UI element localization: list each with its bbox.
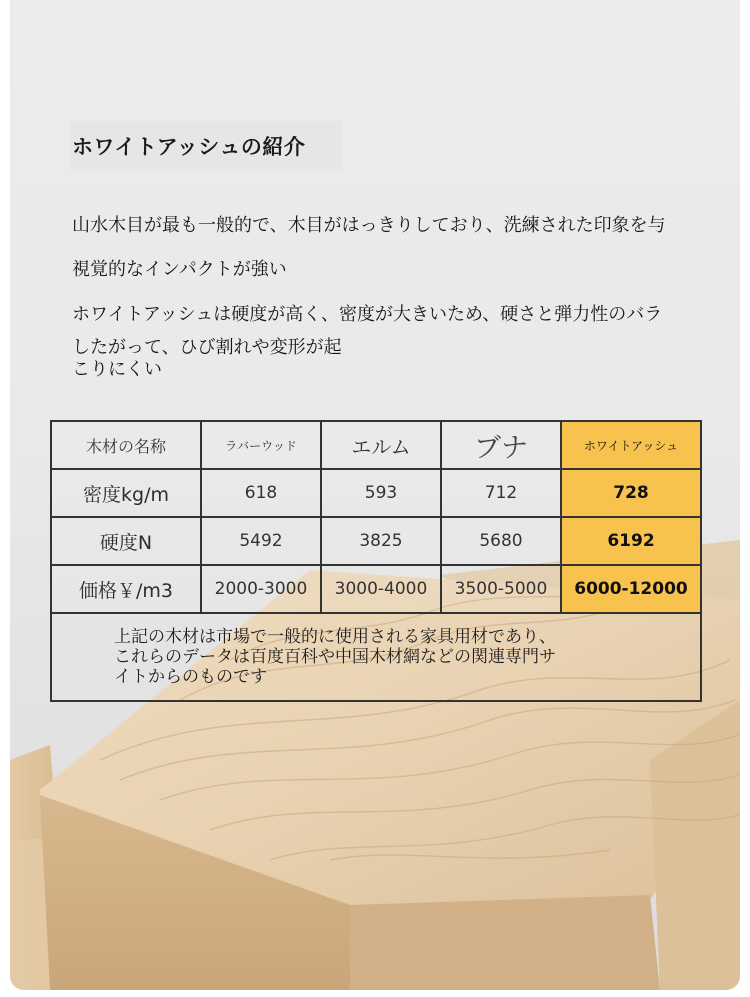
table-note-line2: これらのデータは百度百科や中国木材網などの関連専門サ [114, 647, 556, 667]
table-note-line1: 上記の木材は市場で一般的に使用される家具用材であり、 [114, 627, 556, 647]
header-white-ash: ホワイトアッシュ [561, 421, 701, 469]
page-card [10, 0, 740, 990]
table-note [51, 613, 701, 701]
header-elm: エルム [321, 421, 441, 469]
table-cell: 712 [441, 469, 561, 517]
table-row [51, 565, 701, 613]
table-note-row [51, 613, 701, 701]
header-beech: ブナ [441, 421, 561, 469]
table-note-line3: イトからのものです [114, 667, 267, 687]
wood-comparison-table [50, 420, 702, 702]
table-cell-highlight: 728 [561, 469, 701, 517]
table-cell: 593 [321, 469, 441, 517]
row-label-density: 密度kg/m [51, 469, 201, 517]
table-cell-highlight: 6000-12000 [561, 565, 701, 613]
table-cell: 2000-3000 [201, 565, 321, 613]
table-header-row [51, 421, 701, 469]
table-cell: 3000-4000 [321, 565, 441, 613]
row-label-hardness: 硬度N [51, 517, 201, 565]
table-cell: 5680 [441, 517, 561, 565]
table-cell: 3500-5000 [441, 565, 561, 613]
intro-paragraph-3: ホワイトアッシュは硬度が高く、密度が大きいため、硬さと弾力性のバラ [72, 304, 663, 325]
intro-paragraph-1: 山水木目が最も一般的で、木目がはっきりしており、洗練された印象を与 [72, 215, 666, 236]
table-row [51, 517, 701, 565]
table-cell-highlight: 6192 [561, 517, 701, 565]
intro-paragraph-4-line2: こりにくい [72, 359, 162, 380]
table-row [51, 469, 701, 517]
intro-paragraph-4 [72, 337, 342, 381]
header-wood-name: 木材の名称 [51, 421, 201, 469]
page-title: ホワイトアッシュの紹介 [70, 121, 342, 171]
header-rubberwood: ラバーウッド [201, 421, 321, 469]
row-label-price: 価格￥/m3 [51, 565, 201, 613]
table-cell: 5492 [201, 517, 321, 565]
intro-paragraph-2: 視覚的なインパクトが強い [72, 259, 287, 280]
table-cell: 618 [201, 469, 321, 517]
intro-paragraph-4-line1: したがって、ひび割れや変形が起 [72, 337, 342, 358]
table-cell: 3825 [321, 517, 441, 565]
